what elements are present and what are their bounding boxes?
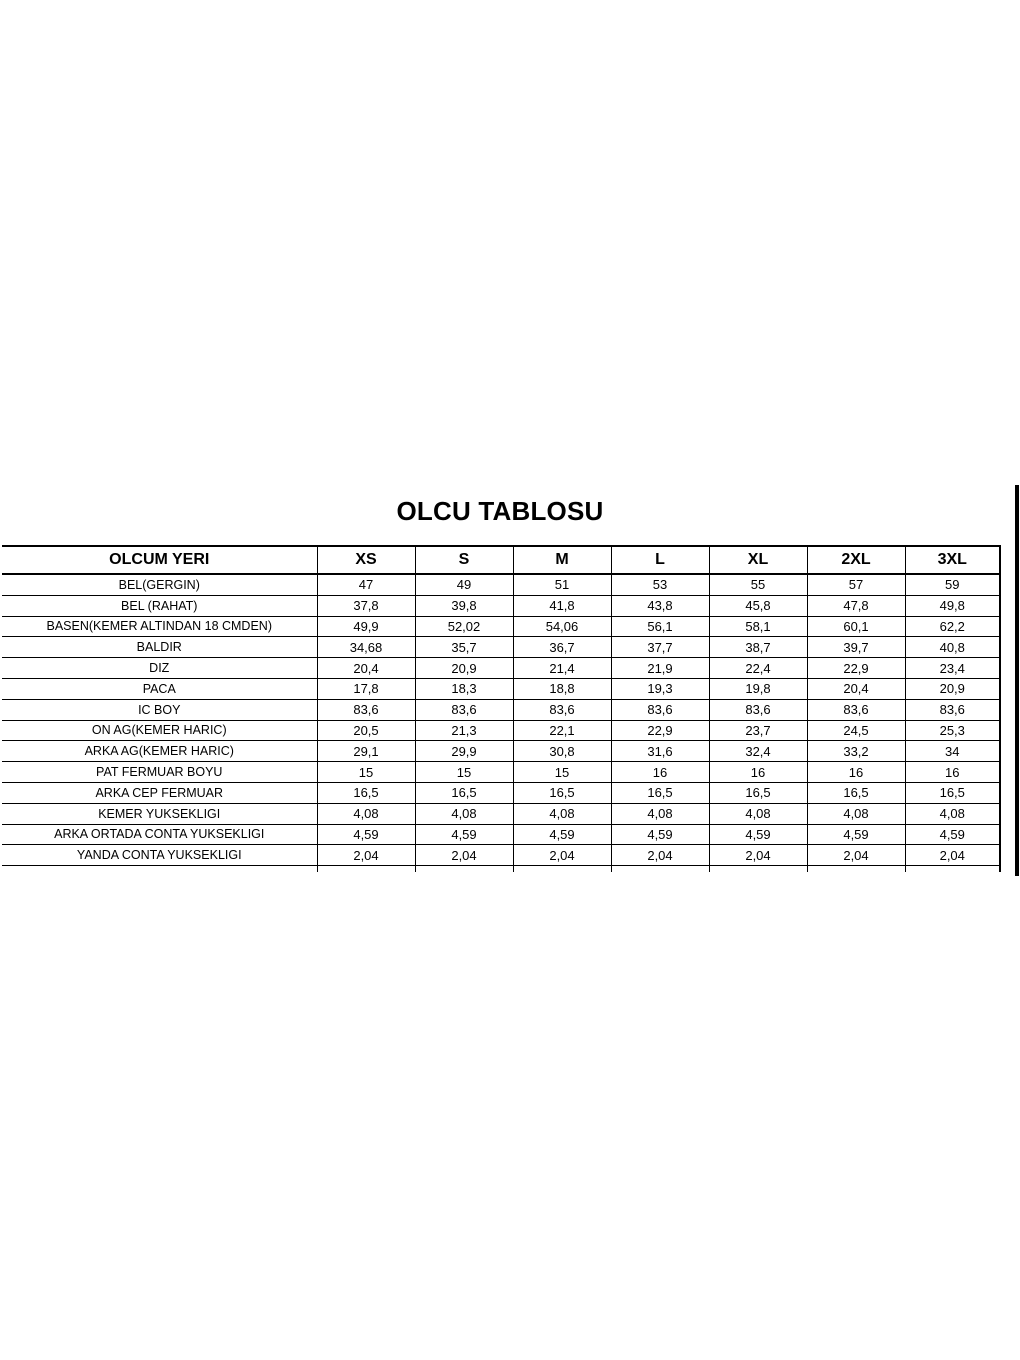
- measurement-value: 22,1: [513, 720, 611, 741]
- empty-cell: [513, 866, 611, 873]
- measurement-value: 16: [611, 762, 709, 783]
- measurement-value: 83,6: [415, 699, 513, 720]
- measurement-value: 49,9: [317, 616, 415, 637]
- measurement-value: 39,7: [807, 637, 905, 658]
- measurement-value: 4,59: [611, 824, 709, 845]
- table-row: [2, 637, 1000, 658]
- measurement-value: 49,8: [905, 595, 1000, 616]
- measurement-value: 83,6: [513, 699, 611, 720]
- measurement-label: ARKA ORTADA CONTA YUKSEKLIGI: [2, 824, 317, 845]
- measurement-label: PAT FERMUAR BOYU: [2, 762, 317, 783]
- measurement-value: 60,1: [807, 616, 905, 637]
- measurement-label: PACA: [2, 678, 317, 699]
- empty-cell: [317, 866, 415, 873]
- measurement-value: 45,8: [709, 595, 807, 616]
- measurement-value: 15: [513, 762, 611, 783]
- measurement-value: 83,6: [317, 699, 415, 720]
- measurement-label: KEMER YUKSEKLIGI: [2, 803, 317, 824]
- measurement-value: 47,8: [807, 595, 905, 616]
- measurement-value: 37,8: [317, 595, 415, 616]
- measurement-value: 2,04: [415, 845, 513, 866]
- measurement-value: 59: [905, 574, 1000, 595]
- empty-cell: [2, 866, 317, 873]
- measurement-value: 41,8: [513, 595, 611, 616]
- measurement-value: 4,59: [807, 824, 905, 845]
- measurement-value: 58,1: [709, 616, 807, 637]
- measurement-value: 17,8: [317, 678, 415, 699]
- measurement-value: 4,08: [905, 803, 1000, 824]
- measurement-value: 49: [415, 574, 513, 595]
- measurement-value: 37,7: [611, 637, 709, 658]
- measurement-value: 4,08: [807, 803, 905, 824]
- measurement-value: 21,9: [611, 658, 709, 679]
- measurement-value: 15: [415, 762, 513, 783]
- empty-cell: [905, 866, 1000, 873]
- measurement-value: 19,3: [611, 678, 709, 699]
- empty-cell: [709, 866, 807, 873]
- measurement-value: 20,9: [905, 678, 1000, 699]
- measurement-value: 4,08: [611, 803, 709, 824]
- measurement-value: 29,9: [415, 741, 513, 762]
- measurement-value: 57: [807, 574, 905, 595]
- size-header: M: [513, 546, 611, 574]
- measurement-value: 15: [317, 762, 415, 783]
- measurement-value: 30,8: [513, 741, 611, 762]
- table-row: [2, 658, 1000, 679]
- measurement-label: BEL (RAHAT): [2, 595, 317, 616]
- measurement-value: 16,5: [611, 782, 709, 803]
- measurement-value: 31,6: [611, 741, 709, 762]
- table-row: [2, 824, 1000, 845]
- measurement-value: 4,59: [905, 824, 1000, 845]
- measurement-value: 20,9: [415, 658, 513, 679]
- measurement-value: 2,04: [513, 845, 611, 866]
- size-table: [2, 545, 1001, 872]
- measurement-label: BALDIR: [2, 637, 317, 658]
- measurement-label: ARKA AG(KEMER HARIC): [2, 741, 317, 762]
- measurement-value: 21,3: [415, 720, 513, 741]
- measurement-value: 4,08: [709, 803, 807, 824]
- measurement-value: 83,6: [807, 699, 905, 720]
- measurement-label: BASEN(KEMER ALTINDAN 18 CMDEN): [2, 616, 317, 637]
- size-header: 3XL: [905, 546, 1000, 574]
- measurement-value: 2,04: [905, 845, 1000, 866]
- measurement-value: 34,68: [317, 637, 415, 658]
- measurement-value: 38,7: [709, 637, 807, 658]
- measurement-value: 62,2: [905, 616, 1000, 637]
- size-header: S: [415, 546, 513, 574]
- measurement-value: 25,3: [905, 720, 1000, 741]
- chart-title: OLCU TABLOSU: [396, 496, 604, 526]
- table-row: [2, 741, 1000, 762]
- measurement-value: 53: [611, 574, 709, 595]
- measurement-value: 52,02: [415, 616, 513, 637]
- header-label: OLCUM YERI: [2, 546, 317, 574]
- measurement-value: 20,4: [317, 658, 415, 679]
- measurement-value: 16,5: [317, 782, 415, 803]
- measurement-value: 19,8: [709, 678, 807, 699]
- measurement-value: 21,4: [513, 658, 611, 679]
- measurement-value: 16,5: [709, 782, 807, 803]
- measurement-value: 16,5: [905, 782, 1000, 803]
- measurement-value: 2,04: [709, 845, 807, 866]
- table-row: [2, 720, 1000, 741]
- measurement-value: 4,59: [709, 824, 807, 845]
- table-row: [2, 762, 1000, 783]
- measurement-value: 16: [807, 762, 905, 783]
- measurement-value: 20,5: [317, 720, 415, 741]
- empty-cell: [611, 866, 709, 873]
- table-spacer-row: [2, 866, 1000, 873]
- measurement-value: 24,5: [807, 720, 905, 741]
- table-row: [2, 782, 1000, 803]
- measurement-value: 35,7: [415, 637, 513, 658]
- measurement-value: 33,2: [807, 741, 905, 762]
- measurement-value: 2,04: [807, 845, 905, 866]
- measurement-value: 32,4: [709, 741, 807, 762]
- measurement-value: 16,5: [513, 782, 611, 803]
- right-edge-bar: [1015, 485, 1019, 876]
- table-row: [2, 699, 1000, 720]
- measurement-value: 18,8: [513, 678, 611, 699]
- measurement-value: 4,08: [415, 803, 513, 824]
- measurement-value: 83,6: [611, 699, 709, 720]
- measurement-label: BEL(GERGIN): [2, 574, 317, 595]
- measurement-label: ARKA CEP FERMUAR: [2, 782, 317, 803]
- table-row: [2, 616, 1000, 637]
- table-row: [2, 574, 1000, 595]
- measurement-value: 56,1: [611, 616, 709, 637]
- measurement-value: 16,5: [807, 782, 905, 803]
- measurement-value: 43,8: [611, 595, 709, 616]
- measurement-value: 36,7: [513, 637, 611, 658]
- table-row: [2, 678, 1000, 699]
- measurement-label: IC BOY: [2, 699, 317, 720]
- measurement-label: DIZ: [2, 658, 317, 679]
- measurement-value: 55: [709, 574, 807, 595]
- measurement-value: 54,06: [513, 616, 611, 637]
- size-header: L: [611, 546, 709, 574]
- measurement-value: 2,04: [611, 845, 709, 866]
- table-row: [2, 803, 1000, 824]
- measurement-value: 4,59: [317, 824, 415, 845]
- measurement-value: 4,08: [513, 803, 611, 824]
- measurement-value: 39,8: [415, 595, 513, 616]
- measurement-value: 83,6: [905, 699, 1000, 720]
- measurement-value: 18,3: [415, 678, 513, 699]
- measurement-value: 22,4: [709, 658, 807, 679]
- table-row: [2, 845, 1000, 866]
- table-row: [2, 595, 1000, 616]
- measurement-value: 22,9: [611, 720, 709, 741]
- measurement-value: 23,4: [905, 658, 1000, 679]
- measurement-label: ON AG(KEMER HARIC): [2, 720, 317, 741]
- measurement-value: 16,5: [415, 782, 513, 803]
- measurement-value: 34: [905, 741, 1000, 762]
- measurement-value: 47: [317, 574, 415, 595]
- empty-cell: [415, 866, 513, 873]
- measurement-value: 29,1: [317, 741, 415, 762]
- header-row: [2, 546, 1000, 574]
- size-header: XS: [317, 546, 415, 574]
- measurement-value: 40,8: [905, 637, 1000, 658]
- measurement-value: 2,04: [317, 845, 415, 866]
- size-header: 2XL: [807, 546, 905, 574]
- measurement-value: 16: [905, 762, 1000, 783]
- measurement-value: 22,9: [807, 658, 905, 679]
- measurement-value: 20,4: [807, 678, 905, 699]
- size-header: XL: [709, 546, 807, 574]
- measurement-value: 83,6: [709, 699, 807, 720]
- table-body: [2, 574, 1000, 872]
- measurement-value: 16: [709, 762, 807, 783]
- measurement-label: YANDA CONTA YUKSEKLIGI: [2, 845, 317, 866]
- measurement-value: 4,59: [513, 824, 611, 845]
- measurement-value: 23,7: [709, 720, 807, 741]
- empty-cell: [807, 866, 905, 873]
- measurement-value: 4,08: [317, 803, 415, 824]
- measurement-value: 51: [513, 574, 611, 595]
- measurement-value: 4,59: [415, 824, 513, 845]
